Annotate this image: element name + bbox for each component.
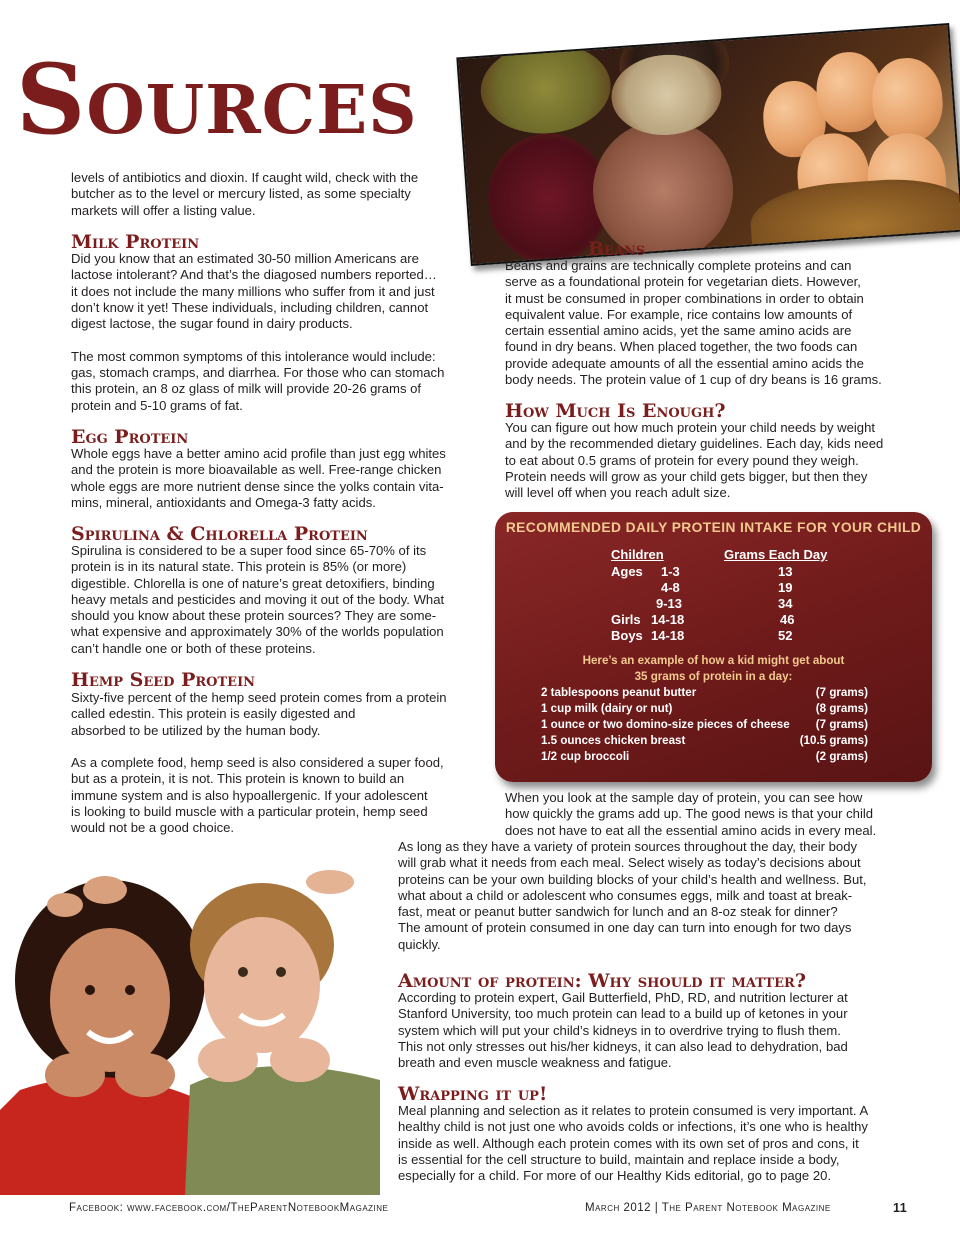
row-group: Ages xyxy=(611,564,643,579)
spirulina-text: Spirulina is considered to be a super food since 65-70% of its protein is in its natural state. This protein is 85% (or more) digestible. Chlorella is one of nature’s great detoxifiers, binding heavy metals and pesticides and moving it out of the body. What should you know about these protein sources? They are some- what expensive and approximately 30% of the worlds population can’t handle one or both of these proteins. xyxy=(71,543,445,656)
egg-protein-heading: Egg Protein xyxy=(71,426,189,448)
page-title: Sources xyxy=(16,43,418,156)
footer-facebook-link[interactable]: Facebook: www.facebook.com/TheParentNotebookMagazine xyxy=(69,1202,389,1214)
page-number: 11 xyxy=(893,1201,908,1215)
how-much-heading: How Much Is Enough? xyxy=(505,400,726,422)
milk-protein-text: Did you know that an estimated 30-50 million Americans are lactose intolerant? And that’s the diagosed numbers reported… it does not include the many millions who suffer from it and just don’t know it yet! These individuals, including children, cannot digest lactose, the sugar found in dairy products. The most common symptoms of this intolerance would include: gas, stomach cramps, and diarrhea. For those who can stomach this protein, an 8 oz glass of milk will provide 20-26 grams of protein and 5-10 grams of fat. xyxy=(71,251,445,413)
example-item: 1 ounce or two domino-size pieces of cheese xyxy=(541,718,790,731)
row-range: 9-13 xyxy=(656,596,683,611)
example-item: 1/2 cup broccoli xyxy=(541,750,630,763)
wrapping-heading: Wrapping it up! xyxy=(398,1083,548,1105)
egg-protein-text: Whole eggs have a better amino acid profile than just egg whites and the protein is more bioavailable as well. Free-range chicken whole eggs are more nutrient dense since the yolks contain vita- mins, mineral, antioxidants and Omega-3 fatty acids. xyxy=(71,446,446,510)
example-item: 1 cup milk (dairy or nut) xyxy=(541,702,673,715)
spirulina-heading: Spirulina & Chlorella Protein xyxy=(71,523,368,545)
example-subtitle: 35 grams of protein in a day: xyxy=(634,670,793,683)
how-much-text: You can figure out how much protein your child needs by weight and by the recommended dietary guidelines. Each day, kids need to eat about 0.5 grams of protein for every pound they weigh. Protein needs will grow as your child gets bigger, but then they will level off when you reach adult size. xyxy=(505,420,884,501)
row-grams: 46 xyxy=(780,612,795,627)
row-group: Girls xyxy=(611,612,641,627)
example-grams: (8 grams) xyxy=(815,702,868,715)
row-grams: 52 xyxy=(778,628,793,643)
example-title: Here’s an example of how a kid might get about xyxy=(582,654,845,667)
row-group: Boys xyxy=(611,628,643,643)
example-grams: (7 grams) xyxy=(815,686,868,699)
wrapping-text: Meal planning and selection as it relates to protein consumed is very important. A healthy child is not just one who avoids colds or infections, it’s one who is healthy inside as well. Although each protein comes with its own set of pros and cons, it is essential for the cell structure to build, maintain and replace inside a body, especially for a child. For more of our Healthy Kids editorial, go to page 20. xyxy=(398,1103,869,1184)
hemp-heading: Hemp Seed Protein xyxy=(71,669,256,691)
example-item: 1.5 ounces chicken breast xyxy=(541,734,686,747)
column-header-grams: Grams Each Day xyxy=(724,547,828,562)
beans-eggs-photo xyxy=(456,23,960,266)
hemp-text: Sixty-five percent of the hemp seed protein comes from a protein called edestin. This protein is easily digested and absorbed to be utilized by the human body. As a complete food, hemp seed is also considered a super food, but as a protein, it is not. This protein is known to build an immune system and is also hypoallergenic. If your adolescent is looking to build muscle with a particular protein, hemp seed would not be a good choice. xyxy=(71,690,447,836)
milk-protein-heading: Milk Protein xyxy=(71,231,200,253)
row-grams: 19 xyxy=(778,580,793,595)
continued-text: As long as they have a variety of protein sources throughout the day, their body will grab what it needs from each meal. Select wisely as today’s decisions about proteins can be your own building blocks of your child’s health and wellness. But, what about a child or adolescent who consumes eggs, milk and toast at break- fast, meat or peanut butter sandwich for lunch and an 8-oz steak for dinner? The amount of protein consumed in one day can turn into enough for two days quickly. xyxy=(398,839,867,952)
example-grams: (2 grams) xyxy=(815,750,868,763)
footer-issue: March 2012 | The Parent Notebook Magazine xyxy=(585,1202,831,1214)
example-grams: (7 grams) xyxy=(815,718,868,731)
amount-heading: Amount of protein: Why should it matter? xyxy=(398,970,806,992)
amount-text: According to protein expert, Gail Butterfield, PhD, RD, and nutrition lecturer at Stanford University, too much protein can lead to a build up of ketones in your system which will put your child’s kidneys in to overdrive trying to flush them. This not only stresses out his/her kidneys, it can also lead to dehydration, bad breath and even muscle weakness and fatigue. xyxy=(398,990,848,1071)
table-title: RECOMMENDED DAILY PROTEIN INTAKE FOR YOUR CHILD xyxy=(505,520,922,535)
row-range: 14-18 xyxy=(651,612,685,627)
protein-intake-table xyxy=(495,512,932,782)
row-range: 14-18 xyxy=(651,628,685,643)
column-header-children: Children xyxy=(611,547,664,562)
row-grams: 13 xyxy=(778,564,793,579)
example-item: 2 tablespoons peanut butter xyxy=(541,686,697,699)
row-range: 4-8 xyxy=(661,580,680,595)
kids-photo xyxy=(0,860,380,1195)
after-table-text: When you look at the sample day of protein, you can see how how quickly the grams add up. The good news is that your child does not have to eat all the essential amino acids in every meal. xyxy=(505,790,877,838)
intro-text: levels of antibiotics and dioxin. If caught wild, check with the butcher as to the level or mercury listed, as some specialty markets will offer a listing value. xyxy=(71,170,419,218)
row-grams: 34 xyxy=(778,596,793,611)
example-grams: (10.5 grams) xyxy=(799,734,868,747)
beans-heading: Beans xyxy=(588,238,646,260)
row-range: 1-3 xyxy=(661,564,680,579)
beans-text: Beans and grains are technically complete proteins and can serve as a foundational protein for vegetarian diets. However, it must be consumed in proper combinations in order to obtain equivalent value. For example, rice contains low amounts of certain essential amino acids, yet the same amino acids are found in dry beans. When placed together, the two foods can provide adequate amounts of all the essential amino acids the body needs. The protein value of 1 cup of dry beans is 16 grams. xyxy=(505,258,882,388)
